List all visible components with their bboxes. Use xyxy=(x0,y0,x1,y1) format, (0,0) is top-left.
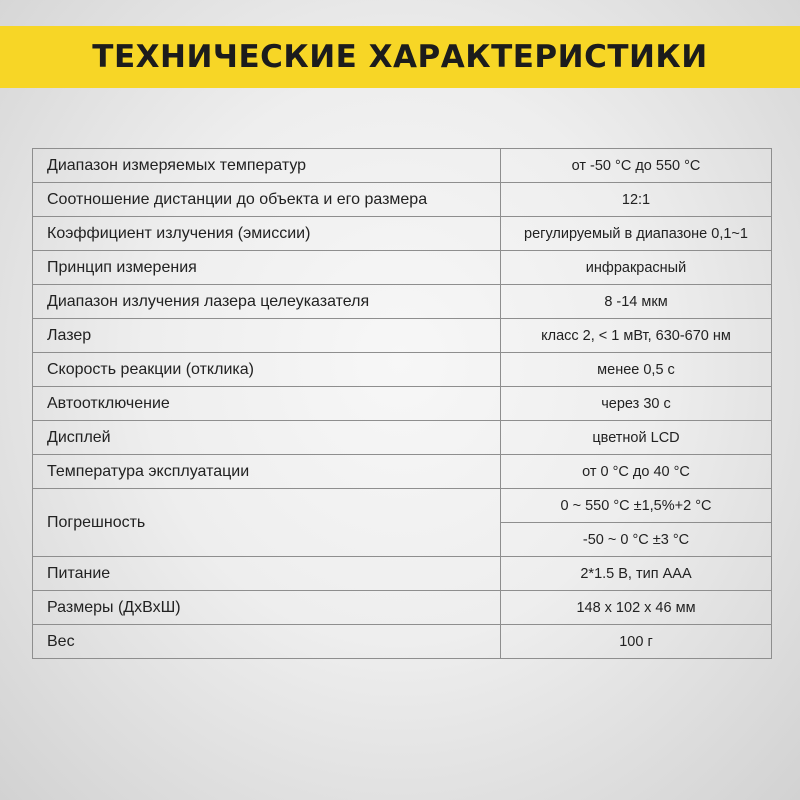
value-cell: от -50 °С до 550 °С xyxy=(501,149,772,183)
param-cell: Дисплей xyxy=(33,421,501,455)
value-cell: класс 2, < 1 мВт, 630-670 нм xyxy=(501,319,772,353)
param-cell: Диапазон измеряемых температур xyxy=(33,149,501,183)
value-cell: 2*1.5 В, тип ААА xyxy=(501,557,772,591)
table-row xyxy=(33,183,772,217)
value-cell: 100 г xyxy=(501,625,772,659)
value-cell: 0 ~ 550 °С ±1,5%+2 °С xyxy=(501,489,772,523)
page-title: ТЕХНИЧЕСКИЕ ХАРАКТЕРИСТИКИ xyxy=(92,39,708,75)
title-banner xyxy=(0,26,800,88)
table-row xyxy=(33,625,772,659)
table-row xyxy=(33,557,772,591)
param-cell: Скорость реакции (отклика) xyxy=(33,353,501,387)
value-cell: регулируемый в диапазоне 0,1~1 xyxy=(501,217,772,251)
value-cell: менее 0,5 с xyxy=(501,353,772,387)
table-row xyxy=(33,353,772,387)
table-row xyxy=(33,217,772,251)
table-row xyxy=(33,489,772,523)
param-cell: Соотношение дистанции до объекта и его размера xyxy=(33,183,501,217)
value-cell: 148 х 102 х 46 мм xyxy=(501,591,772,625)
table-row xyxy=(33,285,772,319)
value-cell: -50 ~ 0 °С ±3 °С xyxy=(501,523,772,557)
value-cell: цветной LCD xyxy=(501,421,772,455)
param-cell: Автоотключение xyxy=(33,387,501,421)
param-cell: Принцип измерения xyxy=(33,251,501,285)
param-cell: Размеры (ДхВхШ) xyxy=(33,591,501,625)
value-cell: 8 -14 мкм xyxy=(501,285,772,319)
table-row xyxy=(33,319,772,353)
table-row xyxy=(33,251,772,285)
param-cell: Вес xyxy=(33,625,501,659)
value-cell: через 30 с xyxy=(501,387,772,421)
param-cell: Питание xyxy=(33,557,501,591)
value-cell: от 0 °С до 40 °С xyxy=(501,455,772,489)
param-cell: Лазер xyxy=(33,319,501,353)
table-row xyxy=(33,455,772,489)
table-row xyxy=(33,421,772,455)
value-cell: 12:1 xyxy=(501,183,772,217)
param-cell: Погрешность xyxy=(33,489,501,557)
value-cell: инфракрасный xyxy=(501,251,772,285)
table-row xyxy=(33,591,772,625)
table-row xyxy=(33,387,772,421)
param-cell: Температура эксплуатации xyxy=(33,455,501,489)
table-row xyxy=(33,149,772,183)
param-cell: Коэффициент излучения (эмиссии) xyxy=(33,217,501,251)
specs-table xyxy=(32,148,772,659)
param-cell: Диапазон излучения лазера целеуказателя xyxy=(33,285,501,319)
